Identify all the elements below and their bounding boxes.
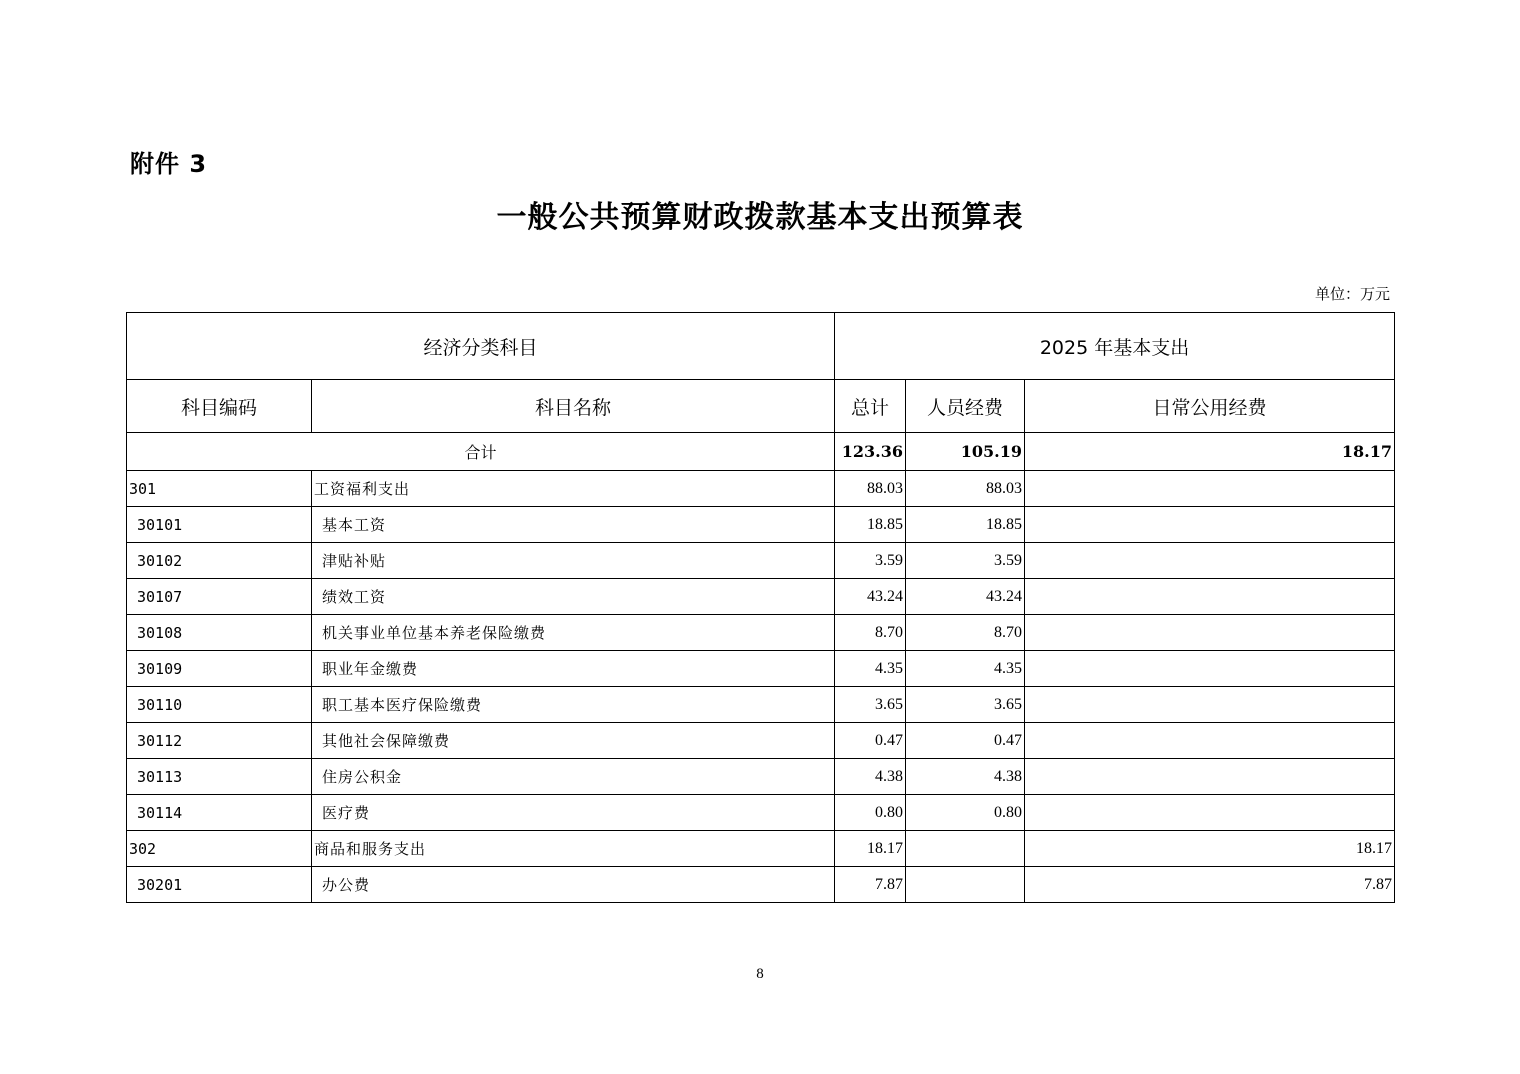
cell-total: 4.38	[835, 759, 906, 795]
cell-code: 30101	[127, 507, 312, 543]
table-row	[127, 507, 1395, 543]
cell-code: 302	[127, 831, 312, 867]
cell-name: 其他社会保障缴费	[312, 723, 835, 759]
group-header-economic-classification: 经济分类科目	[127, 313, 835, 380]
table-row	[127, 579, 1395, 615]
cell-code: 301	[127, 471, 312, 507]
cell-name: 办公费	[312, 867, 835, 903]
total-label: 合计	[127, 433, 835, 471]
table-row	[127, 759, 1395, 795]
cell-code: 30114	[127, 795, 312, 831]
cell-total: 18.17	[835, 831, 906, 867]
cell-personnel: 3.65	[906, 687, 1025, 723]
group-header-basic-expenditure: 2025 年基本支出	[835, 313, 1395, 380]
cell-name: 住房公积金	[312, 759, 835, 795]
cell-total: 7.87	[835, 867, 906, 903]
cell-personnel: 3.59	[906, 543, 1025, 579]
cell-personnel: 4.35	[906, 651, 1025, 687]
cell-total: 0.80	[835, 795, 906, 831]
cell-code: 30108	[127, 615, 312, 651]
cell-name: 职工基本医疗保险缴费	[312, 687, 835, 723]
table-row	[127, 795, 1395, 831]
table-row	[127, 471, 1395, 507]
table-row	[127, 687, 1395, 723]
cell-code: 30110	[127, 687, 312, 723]
cell-name: 津贴补贴	[312, 543, 835, 579]
cell-code: 30109	[127, 651, 312, 687]
attachment-label: 附件 3	[130, 150, 208, 178]
cell-total: 88.03	[835, 471, 906, 507]
cell-name: 机关事业单位基本养老保险缴费	[312, 615, 835, 651]
cell-personnel: 0.47	[906, 723, 1025, 759]
cell-public: 7.87	[1025, 867, 1395, 903]
cell-name: 基本工资	[312, 507, 835, 543]
total-total: 123.36	[835, 433, 906, 471]
cell-name: 医疗费	[312, 795, 835, 831]
table-row	[127, 615, 1395, 651]
cell-name: 商品和服务支出	[312, 831, 835, 867]
cell-personnel: 88.03	[906, 471, 1025, 507]
cell-total: 0.47	[835, 723, 906, 759]
cell-personnel: 4.38	[906, 759, 1025, 795]
column-header-personnel: 人员经费	[906, 380, 1025, 433]
cell-total: 3.65	[835, 687, 906, 723]
total-row	[127, 433, 1395, 471]
cell-public	[1025, 759, 1395, 795]
cell-public	[1025, 543, 1395, 579]
cell-code: 30102	[127, 543, 312, 579]
cell-public	[1025, 723, 1395, 759]
cell-personnel: 0.80	[906, 795, 1025, 831]
cell-public	[1025, 579, 1395, 615]
table-row	[127, 831, 1395, 867]
table-row	[127, 651, 1395, 687]
cell-name: 绩效工资	[312, 579, 835, 615]
cell-public	[1025, 471, 1395, 507]
cell-public	[1025, 687, 1395, 723]
cell-total: 43.24	[835, 579, 906, 615]
column-header-name: 科目名称	[312, 380, 835, 433]
cell-personnel: 18.85	[906, 507, 1025, 543]
cell-public	[1025, 615, 1395, 651]
cell-personnel: 8.70	[906, 615, 1025, 651]
cell-total: 18.85	[835, 507, 906, 543]
cell-code: 30113	[127, 759, 312, 795]
cell-personnel	[906, 831, 1025, 867]
cell-public	[1025, 507, 1395, 543]
column-header-total: 总计	[835, 380, 906, 433]
table-row	[127, 723, 1395, 759]
cell-name: 工资福利支出	[312, 471, 835, 507]
total-personnel: 105.19	[906, 433, 1025, 471]
cell-personnel	[906, 867, 1025, 903]
cell-code: 30201	[127, 867, 312, 903]
table-row	[127, 867, 1395, 903]
column-header-public: 日常公用经费	[1025, 380, 1395, 433]
cell-total: 4.35	[835, 651, 906, 687]
table-row	[127, 543, 1395, 579]
page-number: 8	[756, 966, 764, 982]
cell-code: 30112	[127, 723, 312, 759]
cell-code: 30107	[127, 579, 312, 615]
budget-table	[126, 312, 1395, 903]
column-header-code: 科目编码	[127, 380, 312, 433]
cell-name: 职业年金缴费	[312, 651, 835, 687]
cell-public: 18.17	[1025, 831, 1395, 867]
cell-public	[1025, 795, 1395, 831]
unit-label: 单位：万元	[1314, 285, 1390, 303]
cell-total: 3.59	[835, 543, 906, 579]
total-public: 18.17	[1025, 433, 1395, 471]
document-title: 一般公共预算财政拨款基本支出预算表	[496, 200, 1024, 235]
cell-total: 8.70	[835, 615, 906, 651]
cell-public	[1025, 651, 1395, 687]
cell-personnel: 43.24	[906, 579, 1025, 615]
